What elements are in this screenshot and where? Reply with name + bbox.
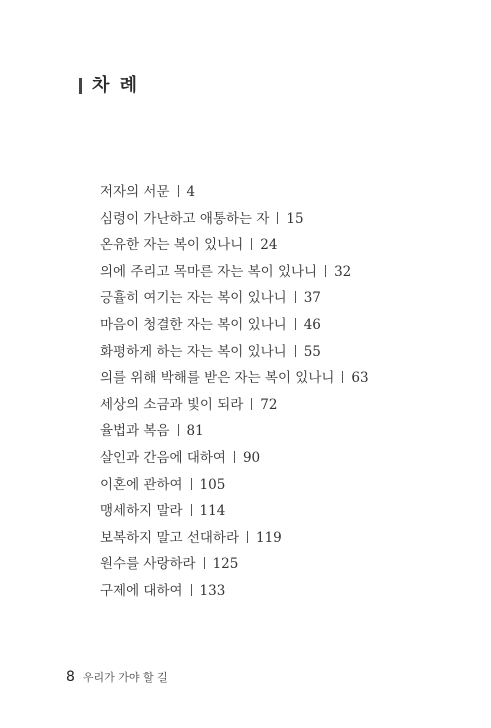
toc-entry[interactable] <box>100 339 369 366</box>
toc-entry-page: 4 <box>186 184 196 200</box>
toc-entry-title: 살인과 간음에 대하여 <box>100 449 226 466</box>
toc-entry-page: 24 <box>260 237 278 254</box>
page-footer <box>66 667 168 687</box>
toc-separator <box>191 504 192 516</box>
toc-entry-page: 90 <box>242 449 261 466</box>
toc-separator <box>277 212 278 224</box>
toc-entry-title: 세상의 소금과 빛이 되라 <box>100 396 244 413</box>
toc-entry[interactable] <box>100 206 369 233</box>
page-number: 8 <box>66 669 75 685</box>
toc-separator <box>325 265 326 277</box>
toc-entry-title: 심령이 가난하고 애통하는 자 <box>100 210 270 227</box>
toc-separator <box>251 238 252 250</box>
toc-entry-title: 보복하지 말고 선대하라 <box>100 529 239 546</box>
toc-entry[interactable] <box>100 525 369 552</box>
toc-entry[interactable] <box>100 179 369 206</box>
toc-entry-page: 72 <box>260 396 278 413</box>
toc-heading <box>79 74 139 98</box>
toc-entry[interactable] <box>100 578 369 605</box>
toc-entry-title: 저자의 서문 <box>100 184 170 200</box>
toc-entry-page: 114 <box>199 503 226 520</box>
heading-bar <box>79 78 82 94</box>
toc-entry-title: 긍휼히 여기는 자는 복이 있나니 <box>100 290 287 307</box>
running-title: 우리가 가야 할 길 <box>82 671 168 684</box>
toc-separator <box>295 318 296 330</box>
toc-entry-page: 37 <box>303 290 321 307</box>
toc-entry[interactable] <box>100 259 369 286</box>
toc-entry[interactable] <box>100 551 369 578</box>
toc-entry-title: 의를 위해 박해를 받은 자는 복이 있나니 <box>100 370 335 387</box>
toc-entry-page: 46 <box>303 316 321 333</box>
toc-separator <box>247 531 248 543</box>
toc-entry-title: 온유한 자는 복이 있나니 <box>100 237 244 254</box>
toc-entry[interactable] <box>100 312 369 339</box>
toc-entry-title: 이혼에 관하여 <box>100 476 183 493</box>
toc-entry-page: 15 <box>286 210 304 227</box>
toc-separator <box>191 584 192 596</box>
toc-entry-page: 55 <box>303 343 321 360</box>
toc-entry-page: 32 <box>334 263 352 280</box>
toc-entry-page: 63 <box>351 370 369 387</box>
toc-entry-title: 마음이 청결한 자는 복이 있나니 <box>100 316 287 333</box>
toc-entry-title: 구제에 대하여 <box>100 582 183 599</box>
toc-entry[interactable] <box>100 285 369 312</box>
toc-entry-title: 화평하게 하는 자는 복이 있나니 <box>100 343 287 360</box>
toc-entry[interactable] <box>100 232 369 259</box>
toc-entry[interactable] <box>100 498 369 525</box>
toc-separator <box>295 291 296 303</box>
toc-entry-page: 81 <box>186 423 204 440</box>
toc-separator <box>234 451 235 463</box>
toc-entry-title: 맹세하지 말라 <box>100 503 183 520</box>
toc-entry-page: 125 <box>212 556 239 573</box>
toc-separator <box>251 398 252 410</box>
toc-separator <box>204 557 205 569</box>
toc-list <box>100 179 369 605</box>
toc-entry[interactable] <box>100 472 369 499</box>
toc-entry-page: 133 <box>199 582 226 599</box>
toc-entry[interactable] <box>100 445 369 472</box>
toc-separator <box>178 424 179 436</box>
toc-separator <box>178 185 179 197</box>
toc-entry-page: 105 <box>199 476 226 493</box>
toc-entry[interactable] <box>100 418 369 445</box>
page-title: 차 례 <box>92 75 140 96</box>
toc-entry-title: 원수를 사랑하라 <box>100 556 196 573</box>
toc-entry-title: 율법과 복음 <box>100 423 170 440</box>
toc-separator <box>191 478 192 490</box>
toc-separator <box>342 371 343 383</box>
toc-separator <box>295 345 296 357</box>
toc-entry-page: 119 <box>256 529 282 546</box>
toc-entry[interactable] <box>100 365 369 392</box>
toc-entry[interactable] <box>100 392 369 419</box>
toc-entry-title: 의에 주리고 목마른 자는 복이 있나니 <box>100 263 318 280</box>
